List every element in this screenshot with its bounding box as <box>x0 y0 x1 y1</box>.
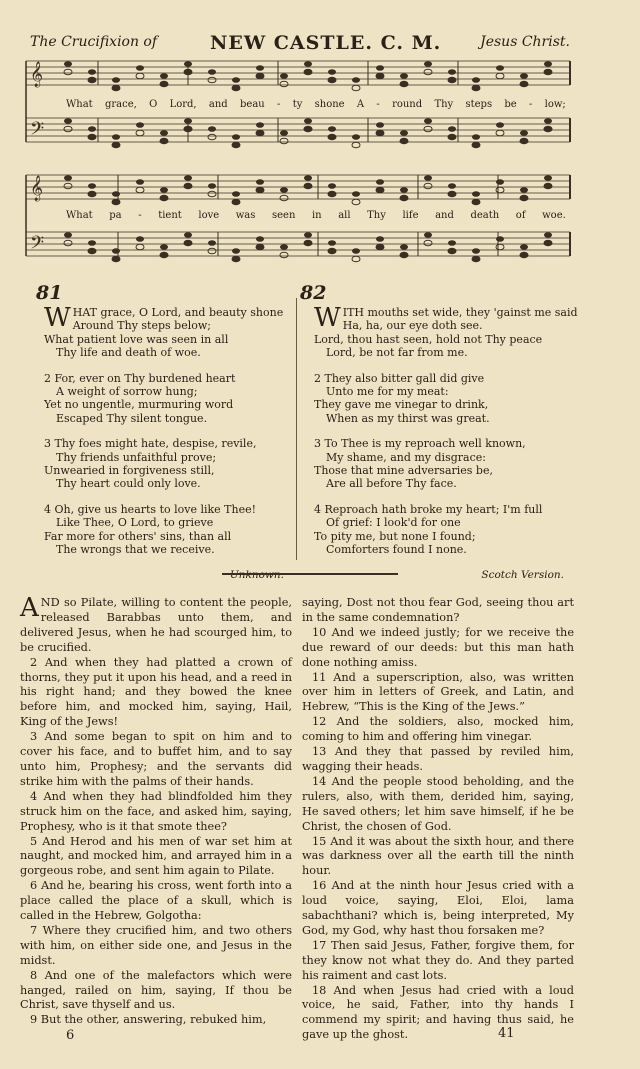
note-head <box>280 138 288 144</box>
bass-clef: 𝄢 <box>30 233 45 258</box>
scripture-verse: 15 And it was about the sixth hour, and there was darkness over all the earth till the ninth hour. <box>302 834 574 878</box>
note-head <box>352 191 360 197</box>
lyric-syllable: round <box>392 99 423 110</box>
hymn-line: 3 Thy foes might hate, despise, revile, <box>44 437 257 451</box>
note-head <box>184 175 192 181</box>
hymn-line: My shame, and my disgrace: <box>326 450 486 464</box>
treble-clef: 𝄞 <box>30 176 44 201</box>
note-head <box>232 199 240 205</box>
note-head <box>184 118 192 124</box>
bass-clef: 𝄢 <box>30 119 45 144</box>
page-title: NEW CASTLE. C. M. <box>210 32 442 54</box>
hymn-line: Lord, thou hast seen, hold not Thy peace <box>314 332 543 346</box>
scripture-verse: 13 And they that passed by reviled him, wagging their heads. <box>302 745 574 773</box>
note-head <box>112 248 120 254</box>
note-head <box>472 85 480 91</box>
note-head <box>520 252 528 258</box>
note-head <box>520 244 528 250</box>
hymn-line: Far more for others' sins, than all <box>44 529 232 543</box>
note-head <box>232 191 240 197</box>
scripture-right-column <box>302 596 574 1043</box>
note-head <box>424 61 432 67</box>
note-head <box>280 81 288 87</box>
note-head <box>88 134 96 140</box>
note-head <box>160 138 168 144</box>
note-head <box>112 77 120 83</box>
note-head <box>64 183 72 189</box>
lyric-syllable: ty <box>292 99 303 110</box>
hymn-verse <box>314 503 564 557</box>
note-head <box>352 85 360 91</box>
note-head <box>208 126 216 132</box>
note-head <box>496 130 504 136</box>
note-head <box>400 187 408 193</box>
lyric-syllable: - <box>376 99 380 110</box>
hymn-line: Yet no ungentle, murmuring word <box>44 398 234 412</box>
treble-clef: 𝄞 <box>30 62 44 87</box>
note-head <box>184 240 192 246</box>
scripture-verse: 5 And Herod and his men of war set him at naught, and mocked him, and arrayed him in a gorgeous robe, and sent him again to Pilate. <box>20 834 292 878</box>
lyric-syllable: Thy <box>434 99 454 110</box>
note-head <box>544 126 552 132</box>
scripture-verse: 9 But the other, answering, rebuked him, <box>30 1013 267 1027</box>
scripture-verse: 8 And one of the malefactors which were hanged, railed on him, saying, If thou be Christ, save thyself and us. <box>20 968 292 1012</box>
note-head <box>448 77 456 83</box>
note-head <box>112 85 120 91</box>
music-score <box>18 55 576 270</box>
lyric-syllable: be <box>504 99 517 110</box>
lyric-syllable: of <box>515 210 526 221</box>
note-head <box>232 85 240 91</box>
note-head <box>496 65 504 71</box>
note-head <box>496 187 504 193</box>
note-head <box>160 195 168 201</box>
hymn-line: Thy friends unfaithful prove; <box>56 450 217 464</box>
note-head <box>184 232 192 238</box>
note-head <box>160 187 168 193</box>
note-head <box>472 191 480 197</box>
note-head <box>328 183 336 189</box>
scripture-verse: 2 And when they had platted a crown of thorns, they put it upon his head, and a reed in his right hand; and they bowed the knee before him, and mocked him, saying, Hail, King of the Jews! <box>20 655 292 729</box>
note-head <box>304 69 312 75</box>
music-staves <box>18 55 576 270</box>
lyrics-line-1 <box>66 99 566 110</box>
lyric-syllable: A <box>356 99 365 110</box>
lyric-syllable: What <box>66 210 93 221</box>
lyric-syllable: and <box>435 210 454 221</box>
note-head <box>496 73 504 79</box>
hymn-line: When as my thirst was great. <box>326 411 490 425</box>
note-head <box>64 175 72 181</box>
note-head <box>400 252 408 258</box>
hymn-line: What patient love was seen in all <box>44 332 229 346</box>
note-head <box>376 73 384 79</box>
note-head <box>88 248 96 254</box>
hymn-line: Escaped Thy silent tongue. <box>56 411 208 425</box>
hymn-line: Like Thee, O Lord, to grieve <box>56 516 214 530</box>
note-head <box>376 244 384 250</box>
lyric-syllable: tient <box>158 210 182 221</box>
hymn-line: The wrongs that we receive. <box>56 543 215 557</box>
note-head <box>376 130 384 136</box>
note-head <box>448 134 456 140</box>
note-head <box>544 61 552 67</box>
note-head <box>376 122 384 128</box>
note-head <box>208 77 216 83</box>
scripture-verse: 18 And when Jesus had cried with a loud voice, he said, Father, into thy hands I commend my spirit; and having thus said, he gave up the ghost. <box>302 983 574 1042</box>
note-head <box>400 130 408 136</box>
note-head <box>520 195 528 201</box>
scripture-verse: AND so Pilate, willing to content the people, released Barabbas unto them, and delivered Jesus, when he had scourged him, to be crucified. <box>20 593 292 654</box>
note-head <box>472 248 480 254</box>
scripture-verse: 17 Then said Jesus, Father, forgive them, for they know not what they do. And they parted his raiment and cast lots. <box>302 938 574 982</box>
lyric-syllable: and <box>208 99 228 110</box>
lyric-syllable: death <box>470 210 500 221</box>
note-head <box>304 240 312 246</box>
note-head <box>328 134 336 140</box>
note-head <box>280 130 288 136</box>
note-head <box>496 179 504 185</box>
note-head <box>136 65 144 71</box>
hymn-verse <box>44 303 284 360</box>
hymn-line: To pity me, but none I found; <box>314 529 476 543</box>
note-head <box>136 236 144 242</box>
note-head <box>112 199 120 205</box>
note-head <box>472 256 480 262</box>
note-head <box>472 199 480 205</box>
hymn-line: 4 Reproach hath broke my heart; I'm full <box>314 502 543 516</box>
lyric-syllable: in <box>311 210 322 221</box>
note-head <box>472 142 480 148</box>
note-head <box>208 240 216 246</box>
hymn-verse <box>44 503 284 557</box>
note-head <box>160 73 168 79</box>
note-head <box>544 175 552 181</box>
note-head <box>232 77 240 83</box>
note-head <box>64 232 72 238</box>
hymn-line: Around Thy steps below; <box>72 319 211 333</box>
note-head <box>424 175 432 181</box>
note-head <box>544 69 552 75</box>
note-head <box>352 248 360 254</box>
lyric-syllable: seen <box>271 210 296 221</box>
note-head <box>328 191 336 197</box>
note-head <box>280 73 288 79</box>
note-head <box>544 118 552 124</box>
hymn-verse <box>314 303 578 360</box>
note-head <box>448 248 456 254</box>
note-head <box>400 195 408 201</box>
lyric-syllable: What <box>66 99 93 110</box>
lyric-syllable: steps <box>465 99 493 110</box>
hymn-line: Unwearied in forgiveness still, <box>44 464 215 478</box>
lyric-syllable: - <box>528 99 533 110</box>
scripture-verse: 4 And when they had blindfolded him they struck him on the face, and asked him, saying, Prophesy, who is it that smote thee? <box>20 789 292 833</box>
note-head <box>328 77 336 83</box>
note-head <box>424 232 432 238</box>
note-head <box>256 236 264 242</box>
note-head <box>376 65 384 71</box>
note-head <box>184 183 192 189</box>
hymn-verse <box>314 372 564 426</box>
lyric-syllable: pa <box>109 210 122 221</box>
note-head <box>280 195 288 201</box>
note-head <box>304 118 312 124</box>
note-head <box>64 118 72 124</box>
hymn-line: WHAT grace, O Lord, and beauty shone <box>44 303 284 333</box>
hymn-line: Thy heart could only love. <box>56 477 201 491</box>
hymn-line: Unto me for my meat: <box>326 385 449 399</box>
lyric-syllable: grace, <box>104 99 137 110</box>
note-head <box>184 61 192 67</box>
note-head <box>208 248 216 254</box>
note-head <box>376 179 384 185</box>
hymn-82-attribution: Scotch Version. <box>481 568 564 581</box>
hymn-line: 4 Oh, give us hearts to love like Thee! <box>44 502 257 516</box>
note-head <box>112 256 120 262</box>
hymn-line: A weight of sorrow hung; <box>56 385 198 399</box>
note-head <box>304 232 312 238</box>
note-head <box>88 183 96 189</box>
note-head <box>88 191 96 197</box>
note-head <box>352 77 360 83</box>
note-head <box>208 134 216 140</box>
hymn-81 <box>44 303 284 582</box>
hymn-line: Comforters found I none. <box>326 543 467 557</box>
hymn-verse <box>314 437 564 491</box>
hymn-81-number: 81 <box>36 282 63 304</box>
scripture-verse: 7 Where they crucified him, and two others with him, on either side one, and Jesus in the midst. <box>20 923 292 967</box>
note-head <box>160 252 168 258</box>
hymn-81-attribution <box>44 569 284 582</box>
note-head <box>424 240 432 246</box>
lyric-syllable: - <box>277 99 281 110</box>
header-left: The Crucifixion of <box>30 34 158 50</box>
hymn-line: Of grief: I look'd for one <box>326 516 461 530</box>
note-head <box>160 81 168 87</box>
hymn-verse <box>44 437 284 491</box>
scripture-verse: 16 And at the ninth hour Jesus cried with a loud voice, saying, Eloi, Eloi, lama sabachthani? which is, being interpreted, My God, my God, why hast thou forsaken me? <box>302 879 574 937</box>
hymn-82-number: 82 <box>300 282 327 304</box>
lyric-syllable: low; <box>544 99 566 110</box>
drop-cap: W <box>314 303 341 333</box>
note-head <box>64 240 72 246</box>
hymn-line: 3 To Thee is my reproach well known, <box>314 437 526 451</box>
note-head <box>208 69 216 75</box>
note-head <box>232 142 240 148</box>
note-head <box>136 179 144 185</box>
note-head <box>424 183 432 189</box>
note-head <box>496 122 504 128</box>
note-head <box>256 122 264 128</box>
note-head <box>304 61 312 67</box>
note-head <box>328 248 336 254</box>
note-head <box>64 61 72 67</box>
note-head <box>520 81 528 87</box>
note-head <box>112 134 120 140</box>
hymn-line: They gave me vinegar to drink, <box>314 398 489 412</box>
note-head <box>88 69 96 75</box>
lyric-syllable: life <box>402 210 419 221</box>
note-head <box>328 126 336 132</box>
note-head <box>256 244 264 250</box>
note-head <box>376 236 384 242</box>
note-head <box>160 130 168 136</box>
hymn-line: WITH mouths set wide, they 'gainst me said <box>314 303 578 333</box>
lyric-syllable: - <box>138 210 142 221</box>
note-head <box>448 126 456 132</box>
note-head <box>496 244 504 250</box>
right-page-number: 41 <box>498 1026 515 1041</box>
section-rule <box>222 573 398 575</box>
note-head <box>232 256 240 262</box>
note-head <box>304 183 312 189</box>
note-head <box>136 130 144 136</box>
scripture-verse: 3 And some began to spit on him and to cover his face, and to buffet him, and to say unto him, Prophesy; and the servants did strike him with the palms of their hands. <box>20 730 292 788</box>
note-head <box>424 126 432 132</box>
hymn-line: 2 They also bitter gall did give <box>314 371 485 385</box>
note-head <box>256 187 264 193</box>
scripture-left-column <box>20 593 292 1028</box>
note-head <box>88 77 96 83</box>
note-head <box>232 134 240 140</box>
note-head <box>472 77 480 83</box>
hymn-verse <box>44 372 284 426</box>
note-head <box>280 187 288 193</box>
hymn-line: Are all before Thy face. <box>326 477 457 491</box>
drop-cap: W <box>44 303 71 333</box>
note-head <box>328 240 336 246</box>
lyric-syllable: shone <box>314 99 345 110</box>
note-head <box>448 240 456 246</box>
note-head <box>184 69 192 75</box>
note-head <box>520 73 528 79</box>
lyric-syllable: woe. <box>542 210 566 221</box>
drop-cap: A <box>20 593 39 623</box>
note-head <box>352 142 360 148</box>
note-head <box>328 69 336 75</box>
note-head <box>256 130 264 136</box>
lyric-syllable: beau <box>240 99 265 110</box>
note-head <box>64 69 72 75</box>
lyric-syllable: was <box>235 210 256 221</box>
note-head <box>376 187 384 193</box>
note-head <box>352 199 360 205</box>
scripture-verse: 14 And the people stood beholding, and the rulers, also, with them, derided him, saying, He saved others; let him save himself, if he be Christ, the chosen of God. <box>302 774 574 833</box>
note-head <box>520 130 528 136</box>
lyric-syllable: love <box>198 210 220 221</box>
note-head <box>208 183 216 189</box>
note-head <box>208 191 216 197</box>
note-head <box>496 236 504 242</box>
note-head <box>352 256 360 262</box>
note-head <box>64 126 72 132</box>
column-divider <box>296 298 297 560</box>
note-head <box>232 248 240 254</box>
scripture-verse: 12 And the soldiers, also, mocked him, coming to him and offering him vinegar. <box>302 715 574 744</box>
lyric-syllable: Thy <box>367 210 386 221</box>
note-head <box>256 65 264 71</box>
note-head <box>400 244 408 250</box>
left-page-number: 6 <box>66 1028 75 1043</box>
note-head <box>280 244 288 250</box>
note-head <box>400 81 408 87</box>
note-head <box>160 244 168 250</box>
note-head <box>88 126 96 132</box>
hymn-line: 2 For, ever on Thy burdened heart <box>44 371 236 385</box>
scripture-verse: saying, Dost not thou fear God, seeing thou art in the same condemnation? <box>302 596 574 624</box>
note-head <box>520 187 528 193</box>
note-head <box>304 175 312 181</box>
note-head <box>304 126 312 132</box>
note-head <box>352 134 360 140</box>
note-head <box>424 118 432 124</box>
scripture-verse: 6 And he, bearing his cross, went forth into a place called the place of a skull, which is called in the Hebrew, Golgotha: <box>20 879 292 923</box>
note-head <box>544 232 552 238</box>
hymn-line: Those that mine adversaries be, <box>314 464 493 478</box>
note-head <box>424 69 432 75</box>
note-head <box>448 69 456 75</box>
note-head <box>280 252 288 258</box>
note-head <box>472 134 480 140</box>
hymn-line: Thy life and death of woe. <box>56 346 201 360</box>
note-head <box>544 240 552 246</box>
note-head <box>448 191 456 197</box>
note-head <box>88 240 96 246</box>
header-right: Jesus Christ. <box>480 34 570 50</box>
note-head <box>448 183 456 189</box>
lyric-syllable: Lord, <box>169 99 197 110</box>
scripture-verse: 11 And a superscription, also, was written over him in letters of Greek, and Latin, and Hebrew, “This is the King of the Jews.” <box>302 670 574 714</box>
scripture-verse: 10 And we indeed justly; for we receive the due reward of our deeds: but this man hath done nothing amiss. <box>302 625 574 669</box>
note-head <box>256 179 264 185</box>
note-head <box>112 191 120 197</box>
note-head <box>136 187 144 193</box>
note-head <box>136 73 144 79</box>
lyric-syllable: O <box>149 99 158 110</box>
hymn-line: Lord, be not far from me. <box>326 346 468 360</box>
hymn-line: Ha, ha, our eye doth see. <box>342 319 483 333</box>
note-head <box>256 73 264 79</box>
lyrics-line-2 <box>66 210 566 221</box>
note-head <box>544 183 552 189</box>
hymn-82 <box>314 303 578 582</box>
note-head <box>520 138 528 144</box>
lyric-syllable: all <box>338 210 351 221</box>
note-head <box>136 122 144 128</box>
note-head <box>400 73 408 79</box>
note-head <box>400 138 408 144</box>
note-head <box>184 126 192 132</box>
note-head <box>112 142 120 148</box>
note-head <box>136 244 144 250</box>
